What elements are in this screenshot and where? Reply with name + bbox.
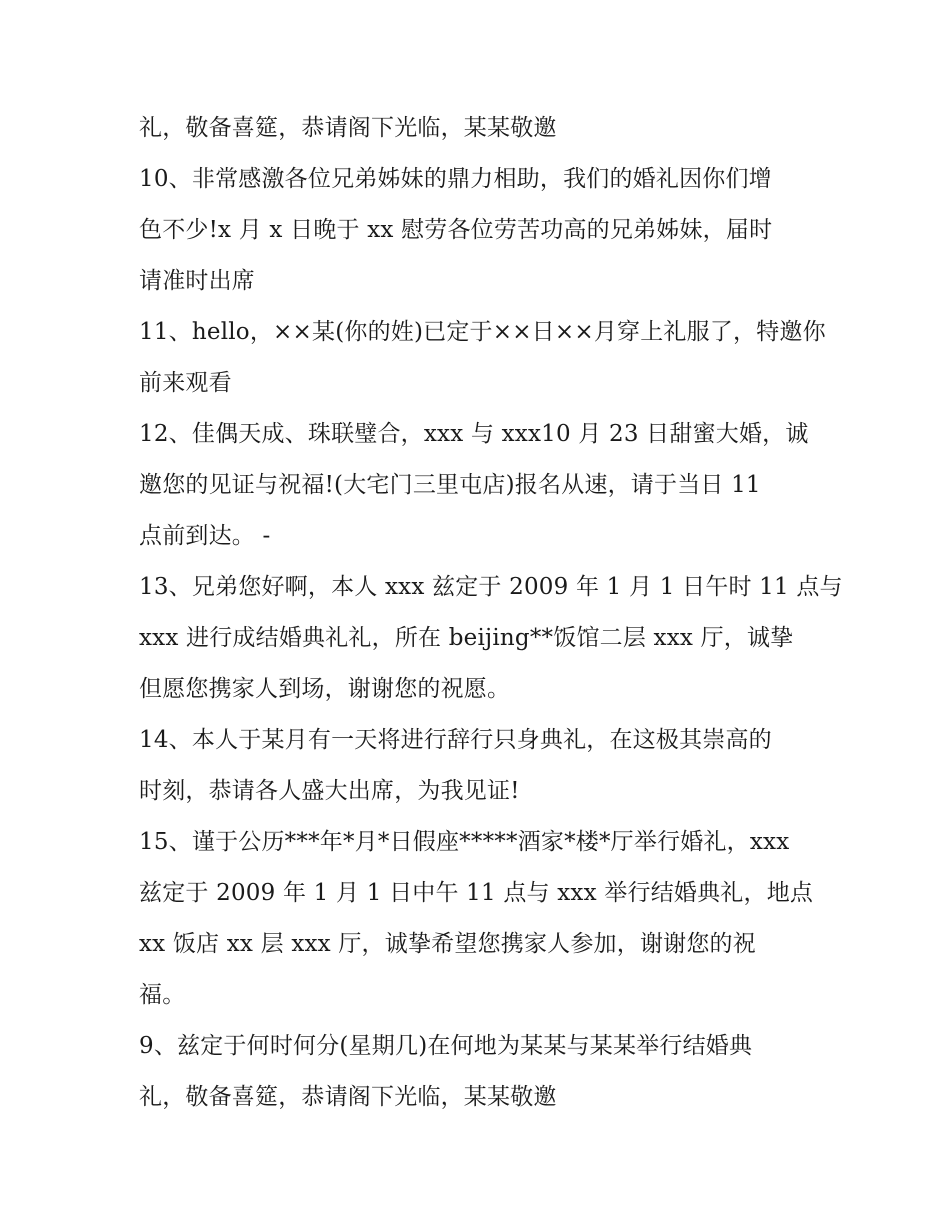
- text-line: 9、兹定于何时何分(星期几)在何地为某某与某某举行结婚典: [139, 1033, 753, 1059]
- text-line: 福。: [139, 982, 186, 1008]
- text-line: 邀您的见证与祝福!(大宅门三里屯店)报名从速，请于当日 11: [139, 472, 761, 498]
- document-body: [139, 103, 843, 1123]
- text-line: 13、兄弟您好啊，本人 xxx 兹定于 2009 年 1 月 1 日午时 11 点与: [139, 574, 843, 600]
- text-line: 15、谨于公历***年*月*日假座*****酒家*楼*厅举行婚礼，xxx: [139, 829, 790, 855]
- text-line: xx 饭店 xx 层 xxx 厅，诚挚希望您携家人参加，谢谢您的祝: [139, 931, 756, 957]
- text-line: 礼，敬备喜筵，恭请阁下光临，某某敬邀: [139, 115, 557, 141]
- text-line: 10、非常感激各位兄弟姊妹的鼎力相助，我们的婚礼因你们增: [139, 166, 772, 192]
- text-line: 礼，敬备喜筵，恭请阁下光临，某某敬邀: [139, 1084, 557, 1110]
- text-line: 11、hello，××某(你的姓)已定于××日××月穿上礼服了，特邀你: [139, 319, 826, 345]
- text-line: xxx 进行成结婚典礼礼，所在 beijing**饭馆二层 xxx 厅，诚挚: [139, 625, 794, 651]
- text-line: 时刻，恭请各人盛大出席，为我见证!: [139, 778, 520, 804]
- text-line: 前来观看: [139, 370, 232, 396]
- text-line: 但愿您携家人到场，谢谢您的祝愿。: [139, 676, 511, 702]
- text-line: 点前到达。 -: [139, 523, 271, 549]
- text-line: 14、本人于某月有一天将进行辞行只身典礼，在这极其崇高的: [139, 727, 772, 753]
- text-line: 兹定于 2009 年 1 月 1 日中午 11 点与 xxx 举行结婚典礼，地点: [139, 880, 814, 906]
- text-line: 12、佳偶天成、珠联璧合，xxx 与 xxx10 月 23 日甜蜜大婚，诚: [139, 421, 809, 447]
- text-line: 请准时出席: [139, 268, 255, 294]
- text-line: 色不少!x 月 x 日晚于 xx 慰劳各位劳苦功高的兄弟姊妹，届时: [139, 217, 773, 243]
